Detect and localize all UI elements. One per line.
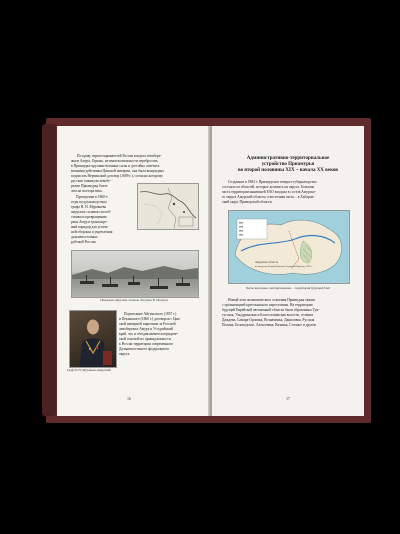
text-line: округа. (119, 352, 131, 356)
amur-map-drawing (138, 184, 198, 229)
right-intro-text (222, 180, 354, 205)
text-line: рубежей России. (71, 240, 97, 244)
text-line: в Приамурье крупные военные силы и достойно ответить (71, 164, 160, 168)
text-line: край, что и сегодня является юридиче- (119, 332, 179, 336)
left-lower-text (119, 312, 199, 357)
page-number-left: 16 (127, 396, 131, 401)
right-page (212, 126, 364, 416)
text-line: гусская, Ульдуринская и Благословенская волости, селения (222, 313, 313, 317)
left-middle-text (71, 195, 135, 245)
text-line: будущей Еврейской автономной области были образованы Тун- (222, 308, 320, 312)
text-line: Дальневосточного федерального (119, 347, 170, 351)
map-label: Амурская область (255, 260, 279, 264)
text-line: Поляна, Беловодское, Алексеевка, Казанка, Степное и другие. (222, 323, 317, 327)
text-line: Новый этап экономического освоения Приамурья связан (228, 298, 315, 302)
text-line: графа Н. Н. Муравьева (71, 205, 106, 209)
text-line: режье Приамурья более (71, 184, 108, 188)
text-line: часть территории нынешней ЕАО входила в состав Амурско- (222, 190, 316, 194)
text-line: ской основой их принадлежности (119, 337, 171, 341)
portrait-drawing (70, 311, 116, 367)
text-line: реки Амур в транспорт- (71, 220, 108, 224)
chapter-title (220, 156, 356, 175)
text-line: Даждева, Самара-Орловка, Вознаменка, Даниловка, Русская (222, 318, 315, 322)
text-line: и Пекинского (1860 г.) договоров с Цин- (119, 317, 181, 321)
map-drawing (229, 211, 349, 283)
text-line: Подписание Айгуньского (1857 г.) (124, 312, 177, 316)
portrait-caption: Граф Н. Н. Муравьев-Амурский (67, 368, 111, 372)
text-line: го округа Амурской области, а восточная часть – в Хабаров- (222, 195, 315, 199)
administrative-map (228, 210, 350, 284)
right-lower-text (222, 298, 354, 328)
text-line: русские покинули левобе- (71, 179, 111, 183)
text-line: ствовало превращению (71, 215, 107, 219)
text-line: По праву первооткрывателей Россия владела левобере- (77, 154, 162, 158)
title-line: устройство Приамурья (261, 162, 315, 168)
text-line: ский округ Приморской области. (222, 200, 273, 204)
muravyov-portrait (69, 310, 117, 368)
title-line: во второй половины XIX – начала XX веков (238, 168, 338, 174)
panorama-drawing (72, 251, 198, 297)
painting-caption: Панорама амурских сплавов. Рисунок В. Пелегри (100, 298, 168, 302)
left-page (57, 126, 210, 416)
text-line: с организацией крестьянского переселения. На территории (222, 303, 313, 307)
text-line: Проведение в 1860-е (76, 195, 108, 199)
text-line: к России территории современного (119, 342, 174, 346)
text-line: ной обороны и укрепления (71, 230, 113, 234)
text-line: жьем Амура. Однако, не имея возможности перебросить (71, 159, 158, 163)
text-line: дальневосточных (71, 235, 98, 239)
map-caption: Белое верховное заштрихованное – территория будущей ЕАО (246, 286, 330, 290)
map-sub-label: во владении Первой Верхней Амурской Пароход. 1907 г. (255, 265, 313, 268)
text-line: подписать Нерчинский договор (1689 г.), согласно которому (71, 174, 163, 178)
text-line: годы под руководством (71, 200, 107, 204)
text-line: чем на полтора века. (71, 189, 103, 193)
amur-map-figure (137, 183, 199, 230)
rafting-panorama-painting (71, 250, 199, 298)
text-line: левобережье Амура и Уссурийский (119, 327, 173, 331)
text-line: Созданное в 1884 г. Приамурское генерал-губернаторство (228, 180, 317, 184)
book-cover-edge (42, 124, 56, 416)
text-line: ской империей закрепили за Россией (119, 322, 176, 326)
text-line: военным действиям Цинской империи, она была вынуждена (71, 169, 164, 173)
page-number-right: 17 (286, 396, 290, 401)
text-line: состояло из областей, которые делились на округа. Большая (222, 185, 315, 189)
text-line: амурских сплавов способ- (71, 210, 112, 214)
title-line: Административно-территориальное (246, 156, 330, 161)
text-line: ный коридор для успеш- (71, 225, 109, 229)
open-book (46, 118, 371, 423)
